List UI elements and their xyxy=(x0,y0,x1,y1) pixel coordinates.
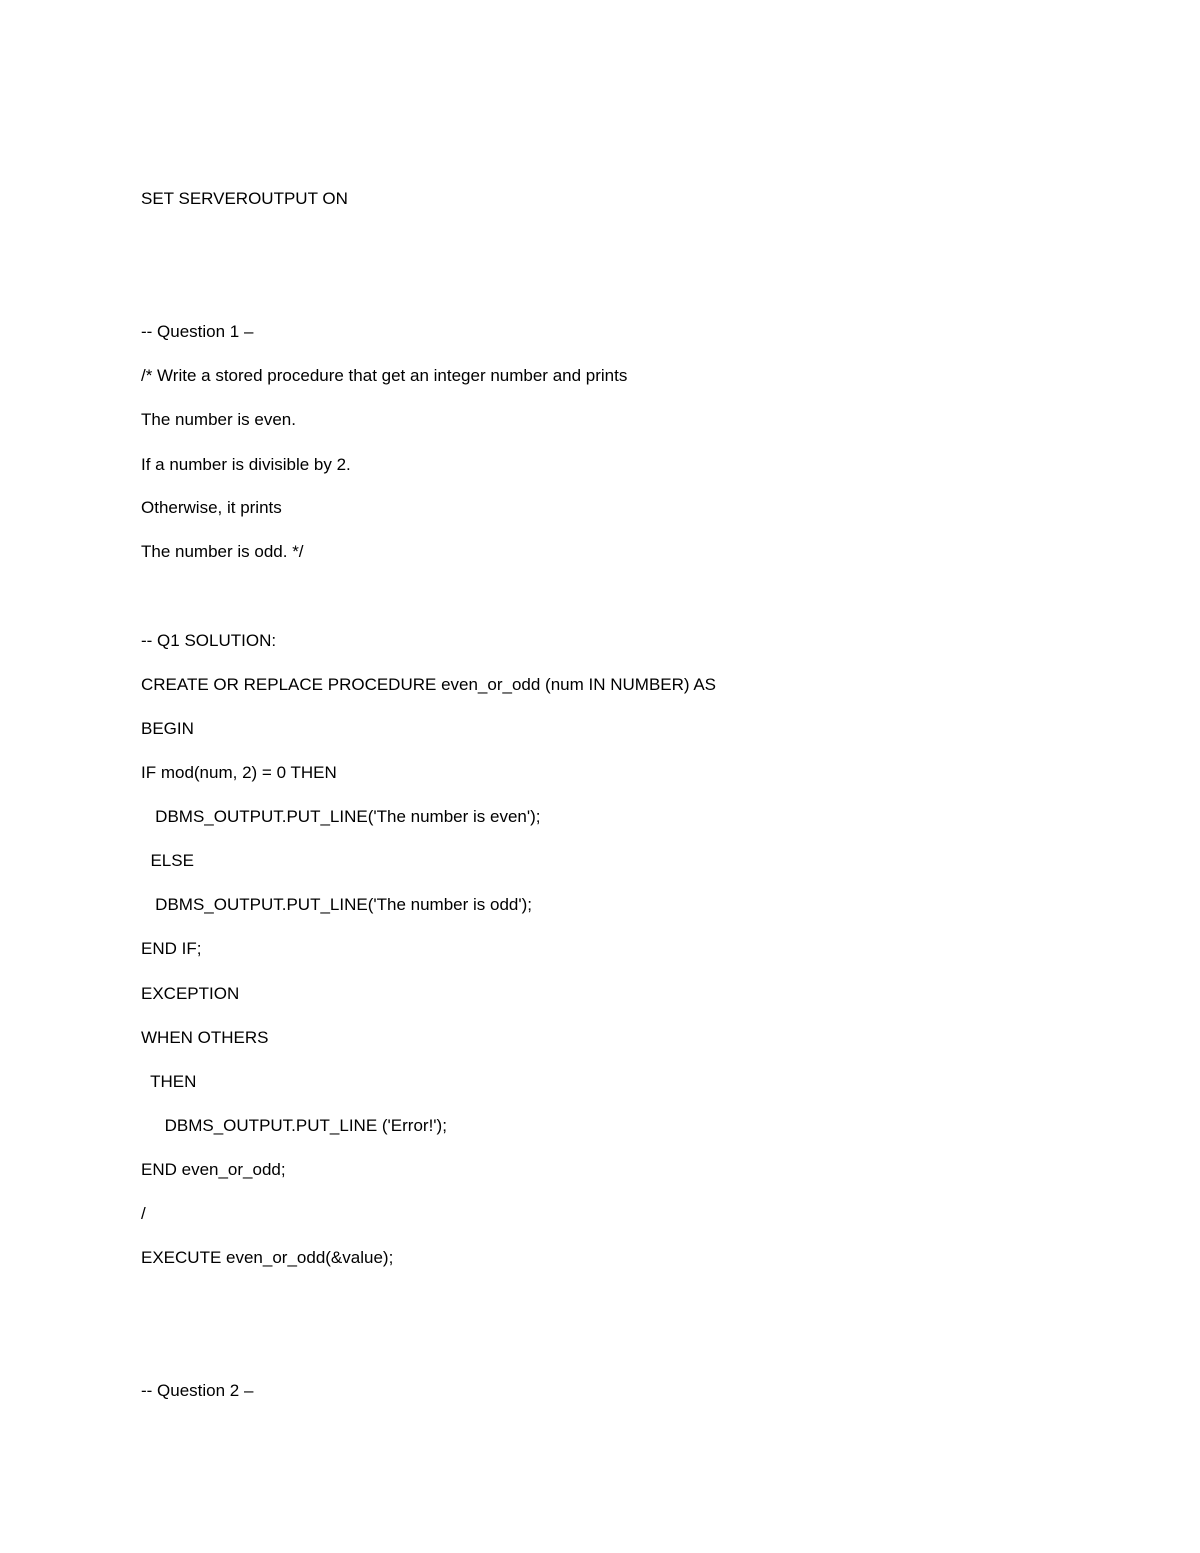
comment-question-1-text: The number is even. xyxy=(141,410,296,429)
code-line: DBMS_OUTPUT.PUT_LINE ('Error!'); xyxy=(141,1116,447,1135)
code-line: CREATE OR REPLACE PROCEDURE even_or_odd (num IN NUMBER) AS xyxy=(141,675,717,694)
comment-q1-solution-header: -- Q1 SOLUTION: xyxy=(141,631,277,650)
code-line: EXCEPTION xyxy=(141,984,240,1003)
code-line: WHEN OTHERS xyxy=(141,1028,269,1047)
comment-question-1-header: -- Question 1 – xyxy=(141,322,254,341)
code-line: ELSE xyxy=(141,851,194,870)
comment-question-1-text: Otherwise, it prints xyxy=(141,498,282,517)
code-line: DBMS_OUTPUT.PUT_LINE('The number is even'); xyxy=(141,807,541,826)
code-line: BEGIN xyxy=(141,719,194,738)
code-line: END even_or_odd; xyxy=(141,1160,286,1179)
code-line: EXECUTE even_or_odd(&value); xyxy=(141,1248,394,1267)
code-line: IF mod(num, 2) = 0 THEN xyxy=(141,763,337,782)
comment-question-1-text: If a number is divisible by 2. xyxy=(141,455,351,474)
code-line-set-serveroutput: SET SERVEROUTPUT ON xyxy=(141,189,348,208)
comment-question-1-text: /* Write a stored procedure that get an integer number and prints xyxy=(141,366,628,385)
comment-question-1-text: The number is odd. */ xyxy=(141,542,304,561)
comment-question-2-header: -- Question 2 – xyxy=(141,1381,254,1400)
code-line: END IF; xyxy=(141,939,202,958)
code-line: THEN xyxy=(141,1072,197,1091)
code-line: DBMS_OUTPUT.PUT_LINE('The number is odd'); xyxy=(141,895,532,914)
code-line: / xyxy=(141,1204,146,1223)
